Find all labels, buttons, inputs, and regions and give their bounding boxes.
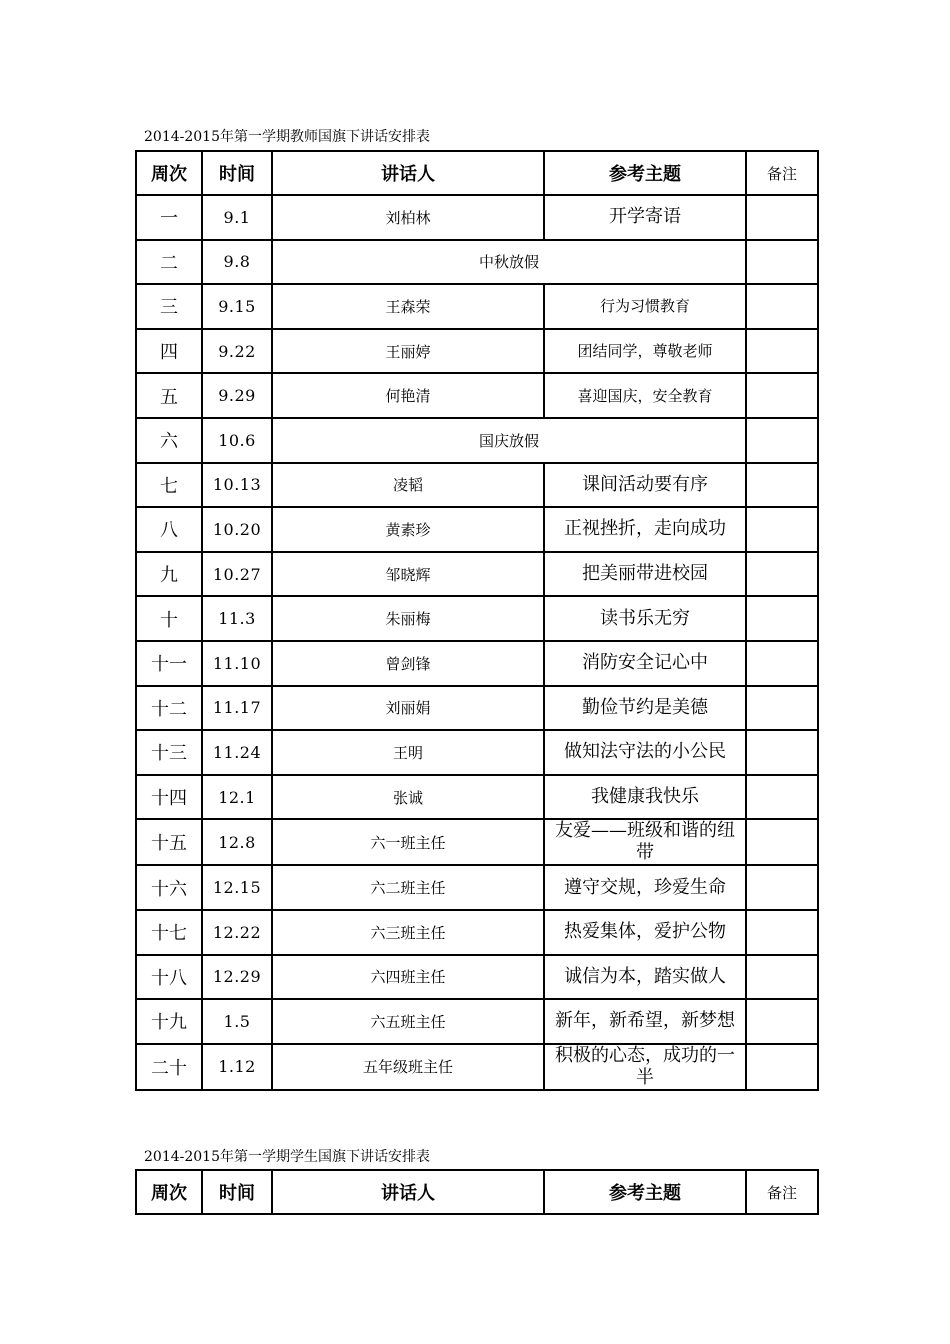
table-row <box>136 686 818 731</box>
cell-date: 11.17 <box>202 686 272 731</box>
cell-week: 二十 <box>136 1044 202 1090</box>
cell-date: 12.15 <box>202 865 272 910</box>
cell-date: 11.10 <box>202 641 272 686</box>
cell-week: 三 <box>136 284 202 329</box>
cell-date: 12.1 <box>202 775 272 820</box>
cell-speaker: 刘柏林 <box>272 195 544 240</box>
cell-note <box>746 552 818 597</box>
cell-speaker: 张诚 <box>272 775 544 820</box>
table-row <box>136 195 818 240</box>
cell-speaker: 何艳清 <box>272 373 544 418</box>
cell-date: 11.3 <box>202 596 272 641</box>
header-topic: 参考主题 <box>544 151 746 195</box>
cell-topic: 积极的心态，成功的一半 <box>544 1044 746 1090</box>
table-header-row <box>136 151 818 195</box>
cell-note <box>746 596 818 641</box>
table-row <box>136 819 818 865</box>
cell-date: 12.22 <box>202 910 272 955</box>
cell-note <box>746 730 818 775</box>
table-row <box>136 775 818 820</box>
student-table-caption: 2014-2015年第一学期学生国旗下讲话安排表 <box>144 1149 430 1165</box>
table-row <box>136 552 818 597</box>
cell-week: 四 <box>136 329 202 374</box>
table-row <box>136 329 818 374</box>
cell-date: 11.24 <box>202 730 272 775</box>
cell-week: 十 <box>136 596 202 641</box>
cell-topic: 诚信为本，踏实做人 <box>544 955 746 1000</box>
cell-date: 9.29 <box>202 373 272 418</box>
cell-note <box>746 686 818 731</box>
cell-note <box>746 463 818 508</box>
cell-note <box>746 775 818 820</box>
table-row <box>136 373 818 418</box>
cell-week: 十二 <box>136 686 202 731</box>
cell-topic: 遵守交规，珍爱生命 <box>544 865 746 910</box>
cell-speaker: 凌韬 <box>272 463 544 508</box>
table-row <box>136 596 818 641</box>
table-row <box>136 284 818 329</box>
cell-date: 10.6 <box>202 418 272 463</box>
cell-note <box>746 329 818 374</box>
cell-topic: 做知法守法的小公民 <box>544 730 746 775</box>
cell-week: 十一 <box>136 641 202 686</box>
table-row <box>136 955 818 1000</box>
header-date: 时间 <box>202 151 272 195</box>
cell-date: 9.15 <box>202 284 272 329</box>
table-row <box>136 999 818 1044</box>
cell-note <box>746 284 818 329</box>
cell-topic: 我健康我快乐 <box>544 775 746 820</box>
header-note: 备注 <box>746 1170 818 1214</box>
cell-week: 十三 <box>136 730 202 775</box>
cell-topic: 正视挫折，走向成功 <box>544 507 746 552</box>
cell-note <box>746 865 818 910</box>
cell-date: 1.5 <box>202 999 272 1044</box>
cell-week: 九 <box>136 552 202 597</box>
table-header-row <box>136 1170 818 1214</box>
cell-date: 12.29 <box>202 955 272 1000</box>
cell-speaker: 邹晓辉 <box>272 552 544 597</box>
cell-topic: 行为习惯教育 <box>544 284 746 329</box>
cell-week: 十四 <box>136 775 202 820</box>
cell-note <box>746 373 818 418</box>
cell-week: 一 <box>136 195 202 240</box>
cell-speaker: 朱丽梅 <box>272 596 544 641</box>
cell-topic: 友爱——班级和谐的纽带 <box>544 819 746 865</box>
header-week: 周次 <box>136 151 202 195</box>
cell-date: 9.22 <box>202 329 272 374</box>
header-topic: 参考主题 <box>544 1170 746 1214</box>
header-speaker: 讲话人 <box>272 1170 544 1214</box>
cell-topic: 喜迎国庆，安全教育 <box>544 373 746 418</box>
cell-week: 十八 <box>136 955 202 1000</box>
cell-topic: 消防安全记心中 <box>544 641 746 686</box>
cell-topic: 把美丽带进校园 <box>544 552 746 597</box>
cell-date: 10.13 <box>202 463 272 508</box>
cell-note <box>746 641 818 686</box>
table-row <box>136 641 818 686</box>
cell-week: 八 <box>136 507 202 552</box>
cell-speaker: 王森荣 <box>272 284 544 329</box>
cell-week: 十七 <box>136 910 202 955</box>
header-note: 备注 <box>746 151 818 195</box>
cell-speaker: 六一班主任 <box>272 819 544 865</box>
cell-week: 十五 <box>136 819 202 865</box>
cell-holiday: 国庆放假 <box>272 418 746 463</box>
teacher-table-caption: 2014-2015年第一学期教师国旗下讲话安排表 <box>144 129 430 145</box>
cell-speaker: 王明 <box>272 730 544 775</box>
cell-week: 十九 <box>136 999 202 1044</box>
cell-note <box>746 240 818 285</box>
cell-date: 9.8 <box>202 240 272 285</box>
cell-note <box>746 819 818 865</box>
cell-topic: 开学寄语 <box>544 195 746 240</box>
cell-note <box>746 1044 818 1090</box>
cell-holiday: 中秋放假 <box>272 240 746 285</box>
cell-week: 七 <box>136 463 202 508</box>
cell-week: 六 <box>136 418 202 463</box>
cell-week: 二 <box>136 240 202 285</box>
cell-speaker: 六二班主任 <box>272 865 544 910</box>
student-schedule-table <box>135 1169 819 1215</box>
cell-date: 10.27 <box>202 552 272 597</box>
table-row <box>136 910 818 955</box>
cell-week: 十六 <box>136 865 202 910</box>
header-speaker: 讲话人 <box>272 151 544 195</box>
header-week: 周次 <box>136 1170 202 1214</box>
cell-speaker: 王丽婷 <box>272 329 544 374</box>
cell-topic: 团结同学，尊敬老师 <box>544 329 746 374</box>
cell-note <box>746 999 818 1044</box>
cell-date: 9.1 <box>202 195 272 240</box>
cell-note <box>746 195 818 240</box>
table-row <box>136 865 818 910</box>
header-date: 时间 <box>202 1170 272 1214</box>
teacher-schedule-table <box>135 150 819 1091</box>
cell-speaker: 黄素珍 <box>272 507 544 552</box>
cell-week: 五 <box>136 373 202 418</box>
table-row <box>136 507 818 552</box>
table-row <box>136 418 818 463</box>
cell-topic: 热爱集体，爱护公物 <box>544 910 746 955</box>
cell-topic: 课间活动要有序 <box>544 463 746 508</box>
table-row <box>136 1044 818 1090</box>
table-row <box>136 730 818 775</box>
table-row <box>136 240 818 285</box>
cell-note <box>746 910 818 955</box>
cell-date: 12.8 <box>202 819 272 865</box>
cell-speaker: 曾剑锋 <box>272 641 544 686</box>
cell-note <box>746 955 818 1000</box>
cell-topic: 读书乐无穷 <box>544 596 746 641</box>
cell-note <box>746 418 818 463</box>
cell-speaker: 刘丽娟 <box>272 686 544 731</box>
cell-note <box>746 507 818 552</box>
cell-speaker: 六四班主任 <box>272 955 544 1000</box>
cell-topic: 勤俭节约是美德 <box>544 686 746 731</box>
cell-speaker: 五年级班主任 <box>272 1044 544 1090</box>
cell-speaker: 六五班主任 <box>272 999 544 1044</box>
cell-speaker: 六三班主任 <box>272 910 544 955</box>
cell-date: 1.12 <box>202 1044 272 1090</box>
cell-date: 10.20 <box>202 507 272 552</box>
table-row <box>136 463 818 508</box>
cell-topic: 新年，新希望，新梦想 <box>544 999 746 1044</box>
